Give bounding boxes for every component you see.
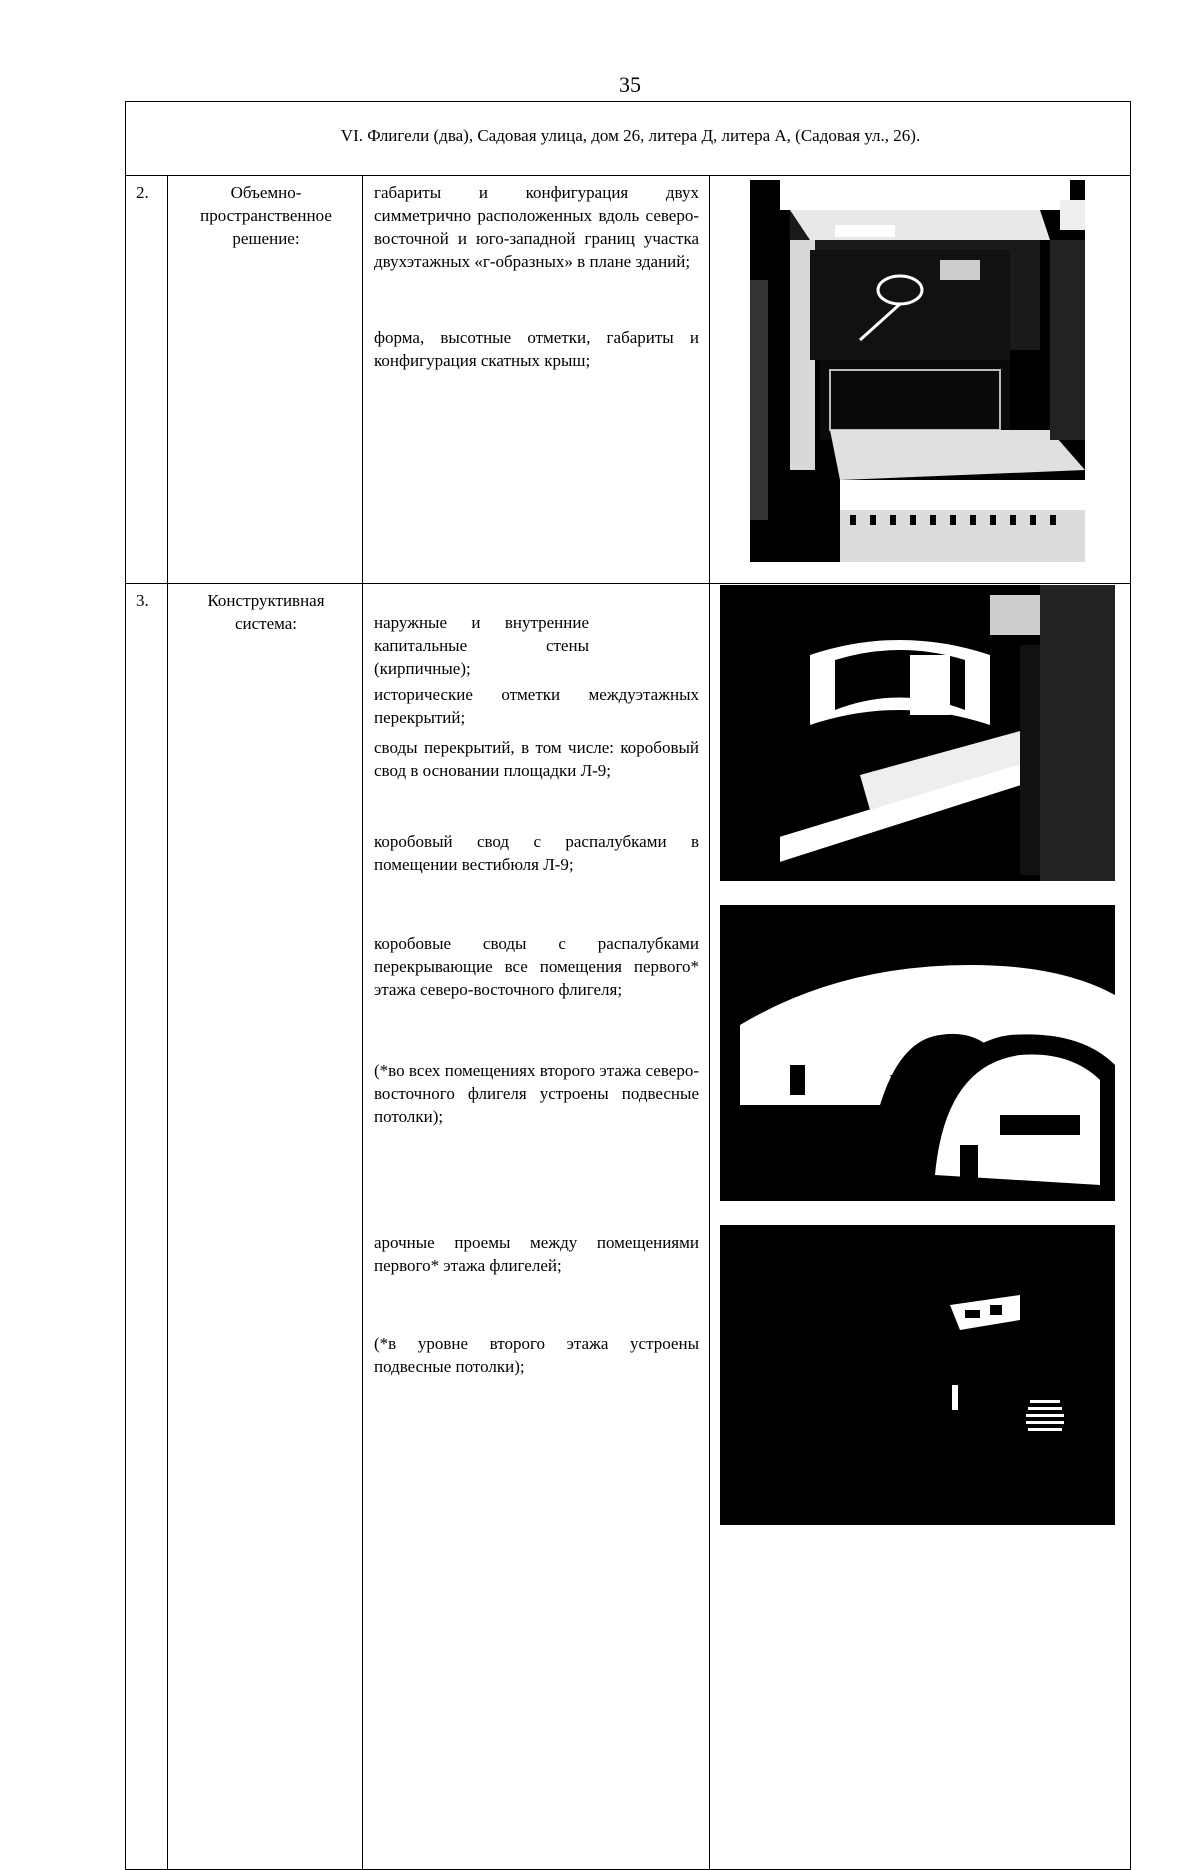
column-divider-num — [167, 175, 168, 1870]
arched-openings-photo — [720, 1225, 1115, 1525]
row-paragraph: (*во всех помещениях второго этажа северо-восточного флигеля устроены подвесные потолки); — [374, 1061, 699, 1126]
column-divider-text — [709, 175, 710, 1870]
row-paragraph: коробовые своды с распалубками перекрывающие все помещения первого* этажа северо-восточного флигеля; — [374, 934, 699, 999]
section-title: VI. Флигели (два), Садовая улица, дом 26, литера Д, литера А, (Садовая ул., 26). — [340, 126, 921, 145]
row-paragraph: коробовый свод с распалубками в помещении вестибюля Л-9; — [374, 832, 699, 874]
row-paragraph: исторические отметки междуэтажных перекрытий; — [374, 685, 699, 727]
staircase-vault-photo — [720, 585, 1115, 881]
page-number: 35 — [619, 72, 641, 97]
row-name: Объемно-пространственное решение: — [200, 183, 332, 248]
row-paragraph: габариты и конфигурация двух симметрично расположенных вдоль северо-восточной и юго-западной границ участка двухэтажных «г-образных» в плане зданий; — [374, 183, 699, 271]
row-paragraph: арочные проемы между помещениями первого* этажа флигелей; — [374, 1233, 699, 1275]
header-row-divider — [125, 175, 1131, 176]
column-divider-name — [362, 175, 363, 1870]
aerial-photo — [750, 180, 1085, 562]
row-divider — [125, 583, 1131, 584]
row-paragraph: форма, высотные отметки, габариты и конфигурация скатных крыш; — [374, 328, 699, 370]
row-paragraph: (*в уровне второго этажа устроены подвесные потолки); — [374, 1334, 699, 1376]
row-number: 3. — [136, 591, 149, 610]
row-paragraph: наружные и внутренние капитальные стены (кирпичные); — [374, 613, 589, 678]
row-paragraph: своды перекрытий, в том числе: коробовый свод в основании площадки Л-9; — [374, 738, 699, 780]
row-name: Конструктивная система: — [207, 591, 325, 633]
vestibule-vault-photo — [720, 905, 1115, 1201]
row-number: 2. — [136, 183, 149, 202]
